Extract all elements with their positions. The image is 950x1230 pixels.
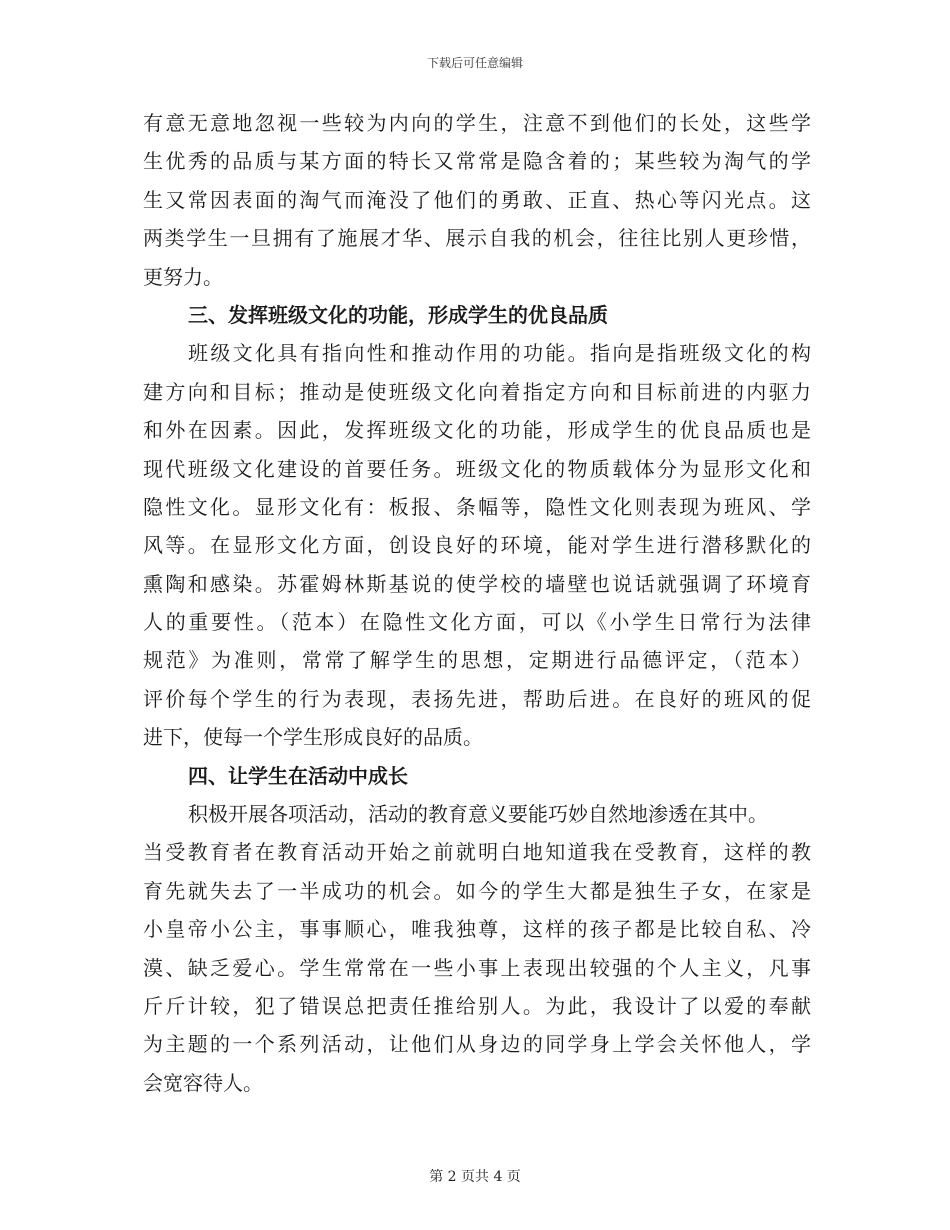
body-line: 风等。在显形文化方面，创设良好的环境，能对学生进行潜移默化的: [143, 533, 811, 558]
body-line: 建方向和目标；推动是使班级文化向着指定方向和目标前进的内驱力: [143, 379, 811, 404]
body-line: 现代班级文化建设的首要任务。班级文化的物质载体分为显形文化和: [143, 456, 811, 481]
body-line: 小皇帝小公主，事事顺心，唯我独尊，这样的孩子都是比较自私、冷: [143, 917, 811, 942]
section-heading-4: 四、让学生在活动中成长: [188, 763, 408, 788]
body-line: 会宽容待人。: [143, 1070, 263, 1095]
body-line: 漠、缺乏爱心。学生常常在一些小事上表现出较强的个人主义，凡事: [143, 955, 811, 980]
body-line: 隐性文化。显形文化有：板报、条幅等，隐性文化则表现为班风、学: [143, 494, 811, 519]
body-line: 人的重要性。（范本）在隐性文化方面，可以《小学生日常行为法律: [143, 610, 811, 635]
body-line: 评价每个学生的行为表现，表扬先进，帮助后进。在良好的班风的促: [143, 686, 811, 711]
body-line: 进下，使每一个学生形成良好的品质。: [143, 725, 483, 750]
body-line: 生又常因表面的淘气而淹没了他们的勇敢、正直、热心等闪光点。这: [143, 187, 811, 212]
body-line: 和外在因素。因此，发挥班级文化的功能，形成学生的优良品质也是: [143, 418, 811, 443]
body-line: 斤斤计较，犯了错误总把责任推给别人。为此，我设计了以爱的奉献: [143, 993, 811, 1018]
body-line: 育先就失去了一半成功的机会。如今的学生大都是独生子女，在家是: [143, 878, 811, 903]
body-line: 为主题的一个系列活动，让他们从身边的同学身上学会关怀他人，学: [143, 1032, 811, 1057]
section-heading-3: 三、发挥班级文化的功能，形成学生的优良品质: [188, 302, 608, 327]
body-line: 有意无意地忽视一些较为内向的学生，注意不到他们的长处，这些学: [143, 111, 811, 135]
body-line: 积极开展各项活动，活动的教育意义要能巧妙自然地渗透在其中。: [188, 802, 768, 827]
body-line: 生优秀的品质与某方面的特长又常常是隐含着的；某些较为淘气的学: [143, 149, 811, 174]
page-footer: 第 2 页共 4 页: [429, 1169, 521, 1185]
body-line: 当受教育者在教育活动开始之前就明白地知道我在受教育，这样的教: [143, 840, 811, 865]
body-line: 规范》为准则，常常了解学生的思想，定期进行品德评定，（范本）: [143, 648, 811, 673]
document-body: [143, 104, 811, 1102]
body-line: 班级文化具有指向性和推动作用的功能。指向是指班级文化的构: [188, 341, 811, 366]
body-line: 熏陶和感染。苏霍姆林斯基说的使学校的墙壁也说话就强调了环境育: [143, 571, 811, 596]
body-line: 两类学生一旦拥有了施展才华、展示自我的机会，往往比别人更珍惜，: [143, 226, 811, 251]
body-line: 更努力。: [143, 264, 223, 289]
page-header: 下载后可任意编辑: [426, 56, 523, 70]
